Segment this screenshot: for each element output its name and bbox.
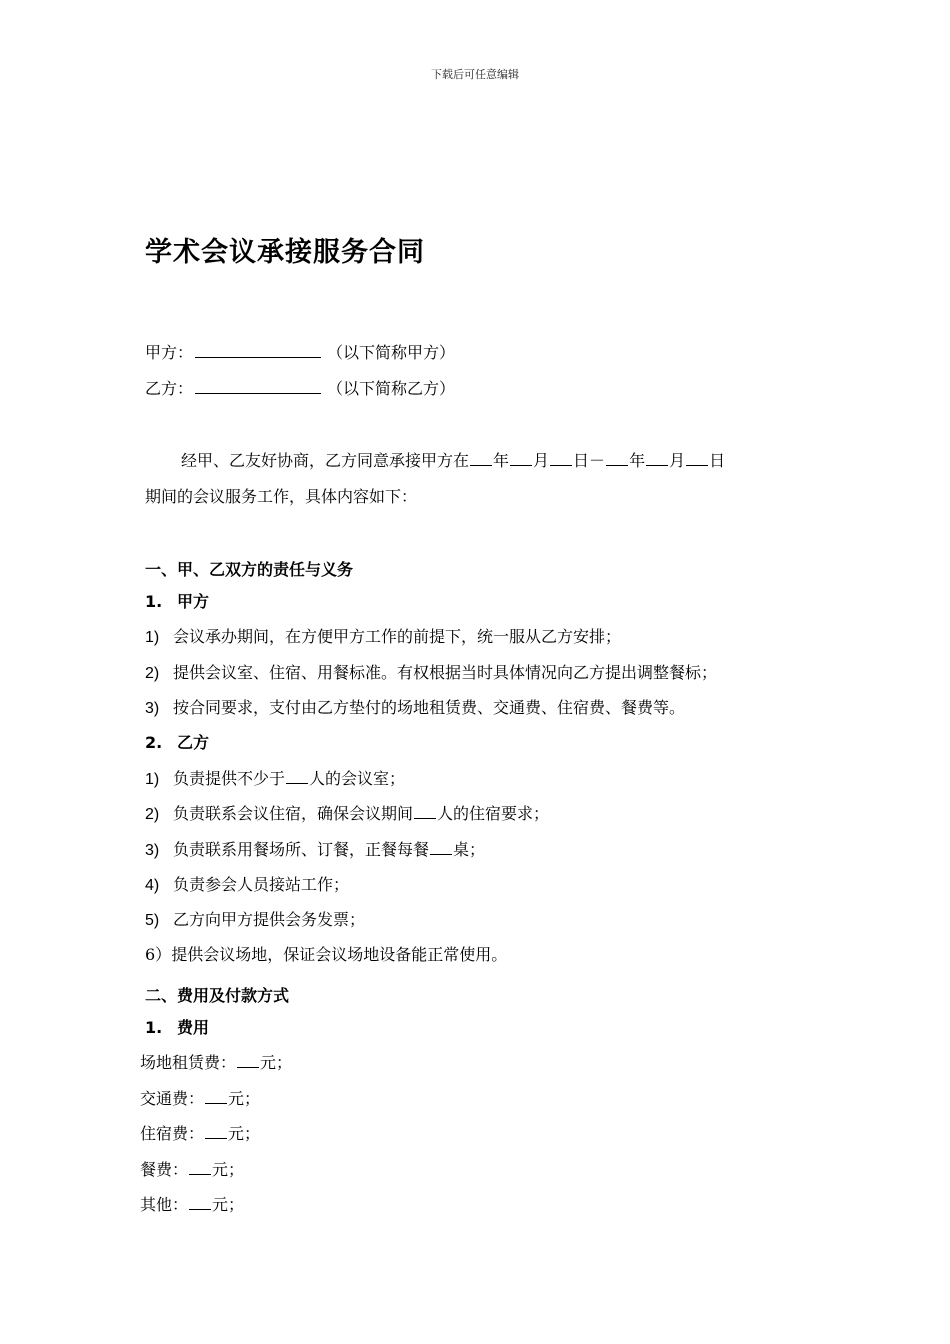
- fee-label: 交通费：: [140, 1089, 205, 1108]
- item-text: 负责联系会议住宿，确保会议期间: [173, 804, 414, 823]
- fee-item: [140, 1123, 260, 1144]
- list-item: [145, 945, 507, 965]
- fee-blank[interactable]: [205, 1088, 227, 1104]
- fee-label: 场地租赁费：: [140, 1053, 237, 1072]
- subheading-title: 费用: [177, 1018, 210, 1037]
- party-b-line: [145, 378, 455, 399]
- subheading-title: 乙方: [177, 733, 210, 752]
- fee-unit: 元；: [228, 1124, 261, 1143]
- item-number: 3): [145, 842, 160, 859]
- party-a-subheading: [145, 592, 209, 612]
- subheading-number: 1.: [145, 592, 163, 611]
- item-text: 负责参会人员接站工作；: [173, 875, 350, 894]
- room-capacity-blank[interactable]: [286, 768, 308, 784]
- party-a-label: 甲方：: [145, 343, 194, 362]
- item-number: 2): [145, 665, 160, 682]
- party-a-suffix: （以下简称甲方）: [327, 343, 456, 362]
- fee-label: 其他：: [140, 1195, 189, 1214]
- item-number: 2): [145, 806, 160, 823]
- fee-unit: 元；: [228, 1089, 261, 1108]
- section-2-heading: 二、费用及付款方式: [145, 986, 290, 1005]
- intro-line-2: 期间的会议服务工作，具体内容如下：: [145, 487, 418, 506]
- subheading-number: 1.: [145, 1018, 163, 1037]
- tables-count-blank[interactable]: [430, 839, 452, 855]
- item-number: 4): [145, 877, 160, 894]
- day-dash-label: 日－: [573, 451, 606, 470]
- start-day-blank[interactable]: [550, 450, 572, 466]
- party-b-label: 乙方：: [145, 379, 194, 398]
- fee-label: 住宿费：: [140, 1124, 205, 1143]
- item-text: 人的住宿要求；: [437, 804, 550, 823]
- party-b-blank[interactable]: [195, 378, 321, 394]
- fee-unit: 元；: [260, 1053, 293, 1072]
- item-number: 1): [145, 629, 160, 646]
- document-title: 学术会议承接服务合同: [145, 237, 425, 268]
- end-month-blank[interactable]: [646, 450, 668, 466]
- party-a-line: [145, 342, 455, 363]
- start-month-blank[interactable]: [510, 450, 532, 466]
- header-note: 下载后可任意编辑: [431, 68, 519, 81]
- year-label: 年: [629, 451, 646, 470]
- item-number: 3): [145, 700, 160, 717]
- fee-blank[interactable]: [189, 1194, 211, 1210]
- fee-blank[interactable]: [189, 1159, 211, 1175]
- item-text: 会议承办期间，在方便甲方工作的前提下，统一服从乙方安排；: [173, 627, 622, 646]
- item-text: 按合同要求，支付由乙方垫付的场地租赁费、交通费、住宿费、餐费等。: [173, 698, 686, 717]
- subheading-title: 甲方: [177, 592, 210, 611]
- list-item: [145, 839, 485, 861]
- end-day-blank[interactable]: [686, 450, 708, 466]
- month-label: 月: [669, 451, 686, 470]
- fee-item: [140, 1052, 292, 1073]
- fee-unit: 元；: [212, 1160, 245, 1179]
- party-b-subheading: [145, 733, 209, 753]
- lodging-count-blank[interactable]: [414, 803, 436, 819]
- intro-text: 经甲、乙友好协商，乙方同意承接甲方在: [181, 451, 470, 470]
- month-label: 月: [533, 451, 550, 470]
- section-1-heading: 一、甲、乙双方的责任与义务: [145, 560, 354, 579]
- list-item: [145, 768, 405, 790]
- fee-unit: 元；: [212, 1195, 245, 1214]
- fee-item: [140, 1088, 260, 1109]
- list-item: [145, 627, 621, 648]
- item-text: 提供会议室、住宿、用餐标准。有权根据当时具体情况向乙方提出调整餐标；: [173, 663, 718, 682]
- item-text: 负责提供不少于: [173, 769, 286, 788]
- item-text: 人的会议室；: [309, 769, 406, 788]
- item-text: 负责联系用餐场所、订餐，正餐每餐: [173, 840, 430, 859]
- party-b-suffix: （以下简称乙方）: [327, 379, 456, 398]
- fees-subheading: [145, 1018, 209, 1038]
- start-year-blank[interactable]: [470, 450, 492, 466]
- item-number: 1): [145, 771, 160, 788]
- item-text: 桌；: [453, 840, 486, 859]
- item-number: 6）: [145, 945, 172, 964]
- fee-item: [140, 1194, 244, 1215]
- day-label: 日: [709, 451, 726, 470]
- list-item: [145, 910, 365, 931]
- list-item: [145, 698, 685, 719]
- list-item: [145, 803, 549, 825]
- subheading-number: 2.: [145, 733, 163, 752]
- year-label: 年: [493, 451, 510, 470]
- fee-blank[interactable]: [237, 1052, 259, 1068]
- list-item: [145, 875, 349, 896]
- fee-item: [140, 1159, 244, 1180]
- list-item: [145, 663, 717, 684]
- party-a-blank[interactable]: [195, 342, 321, 358]
- item-text: 乙方向甲方提供会务发票；: [173, 910, 366, 929]
- fee-label: 餐费：: [140, 1160, 189, 1179]
- intro-line-1: [181, 450, 725, 471]
- fee-blank[interactable]: [205, 1123, 227, 1139]
- item-number: 5): [145, 912, 160, 929]
- end-year-blank[interactable]: [606, 450, 628, 466]
- item-text: 提供会议场地，保证会议场地设备能正常使用。: [171, 945, 508, 964]
